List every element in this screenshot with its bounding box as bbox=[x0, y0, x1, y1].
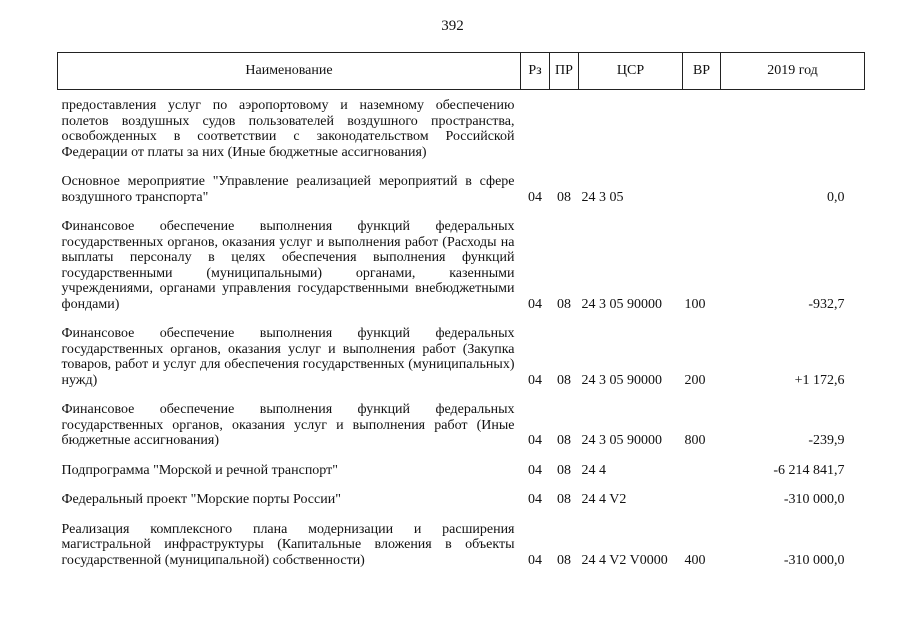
row-vr bbox=[683, 90, 721, 161]
row-pr: 08 bbox=[557, 433, 571, 448]
row-vr: 200 bbox=[684, 372, 706, 388]
row-year: -6 214 841,7 bbox=[773, 462, 845, 478]
row-year: -310 000,0 bbox=[783, 552, 845, 568]
row-vr bbox=[683, 160, 721, 205]
row-vr: 100 bbox=[684, 296, 706, 312]
row-year bbox=[721, 90, 865, 161]
row-name: Финансовое обеспечение выполнения функций федеральных государственных органов, оказания услуг и выполнения работ (Расходы на выплаты персоналу в целях обеспечения выполнения функций государственными (муниципальными) органами, казенными учреждениями, органами управления государственными внебюджетными фондами) bbox=[61, 219, 515, 312]
header-csr: ЦСР bbox=[579, 53, 683, 90]
row-rz: 04 bbox=[528, 189, 542, 205]
row-vr bbox=[683, 449, 721, 479]
row-csr: 24 4 bbox=[581, 462, 606, 478]
table-row bbox=[58, 312, 865, 388]
row-name: предоставления услуг по аэропортовому и наземному обеспечению полетов воздушных судов пользователей воздушного пространства, освобожденных в соответствии с законодательством Российской Федерации от платы за них (Иные бюджетные ассигнования) bbox=[61, 98, 515, 160]
row-pr: 08 bbox=[557, 492, 571, 507]
table-row bbox=[58, 160, 865, 205]
page-number: 392 bbox=[441, 18, 464, 34]
row-name: Финансовое обеспечение выполнения функций федеральных государственных органов, оказания услуг и выполнения работ (Закупка товаров, работ и услуг для обеспечения государственных (муниципальных) нужд) bbox=[61, 326, 515, 388]
row-name: Реализация комплексного плана модернизации и расширения магистральной инфраструктуры (Капитальные вложения в объекты государственной (муниципальной) собственности) bbox=[61, 521, 515, 568]
row-pr: 08 bbox=[557, 296, 571, 312]
row-rz: 04 bbox=[528, 552, 542, 568]
row-csr: 24 3 05 90000 bbox=[581, 433, 662, 448]
row-year: 0,0 bbox=[827, 189, 845, 205]
row-year: -310 000,0 bbox=[783, 492, 845, 507]
row-name: Подпрограмма "Морской и речной транспорт" bbox=[61, 462, 338, 478]
row-pr: 08 bbox=[557, 189, 571, 205]
table-row bbox=[58, 508, 865, 569]
table-row bbox=[58, 478, 865, 508]
row-rz: 04 bbox=[528, 372, 542, 388]
header-pr: ПР bbox=[550, 53, 579, 90]
row-pr: 08 bbox=[557, 372, 571, 388]
row-vr: 800 bbox=[684, 433, 706, 448]
header-vr: ВР bbox=[683, 53, 721, 90]
table-row bbox=[58, 449, 865, 479]
row-rz: 04 bbox=[528, 296, 542, 312]
row-pr: 08 bbox=[557, 462, 571, 478]
row-year: -932,7 bbox=[808, 296, 845, 312]
header-rz: Рз bbox=[521, 53, 550, 90]
row-csr: 24 4 V2 bbox=[581, 492, 627, 507]
row-csr: 24 3 05 90000 bbox=[581, 372, 662, 388]
row-year: -239,9 bbox=[808, 433, 845, 448]
row-year: +1 172,6 bbox=[794, 372, 845, 388]
row-vr bbox=[683, 478, 721, 508]
row-rz: 04 bbox=[528, 492, 542, 507]
table-row bbox=[58, 388, 865, 449]
row-pr bbox=[550, 90, 579, 161]
row-vr: 400 bbox=[684, 552, 706, 568]
table-row bbox=[58, 205, 865, 312]
table-row bbox=[58, 90, 865, 161]
row-rz bbox=[521, 90, 550, 161]
header-year: 2019 год bbox=[721, 53, 865, 90]
row-rz: 04 bbox=[528, 462, 542, 478]
row-pr: 08 bbox=[557, 552, 571, 568]
row-csr: 24 3 05 90000 bbox=[581, 296, 662, 312]
budget-table bbox=[57, 52, 865, 568]
row-csr bbox=[579, 90, 683, 161]
row-name: Федеральный проект "Морские порты России" bbox=[61, 492, 341, 507]
header-name: Наименование bbox=[58, 53, 521, 90]
row-rz: 04 bbox=[528, 433, 542, 448]
table-header bbox=[58, 53, 865, 90]
row-name: Финансовое обеспечение выполнения функций федеральных государственных органов, оказания услуг и выполнения работ (Иные бюджетные ассигнования) bbox=[61, 402, 515, 448]
row-name: Основное мероприятие "Управление реализацией мероприятий в сфере воздушного транспорта" bbox=[61, 174, 515, 205]
row-csr: 24 3 05 bbox=[581, 189, 624, 205]
row-csr: 24 4 V2 V0000 bbox=[581, 552, 668, 568]
